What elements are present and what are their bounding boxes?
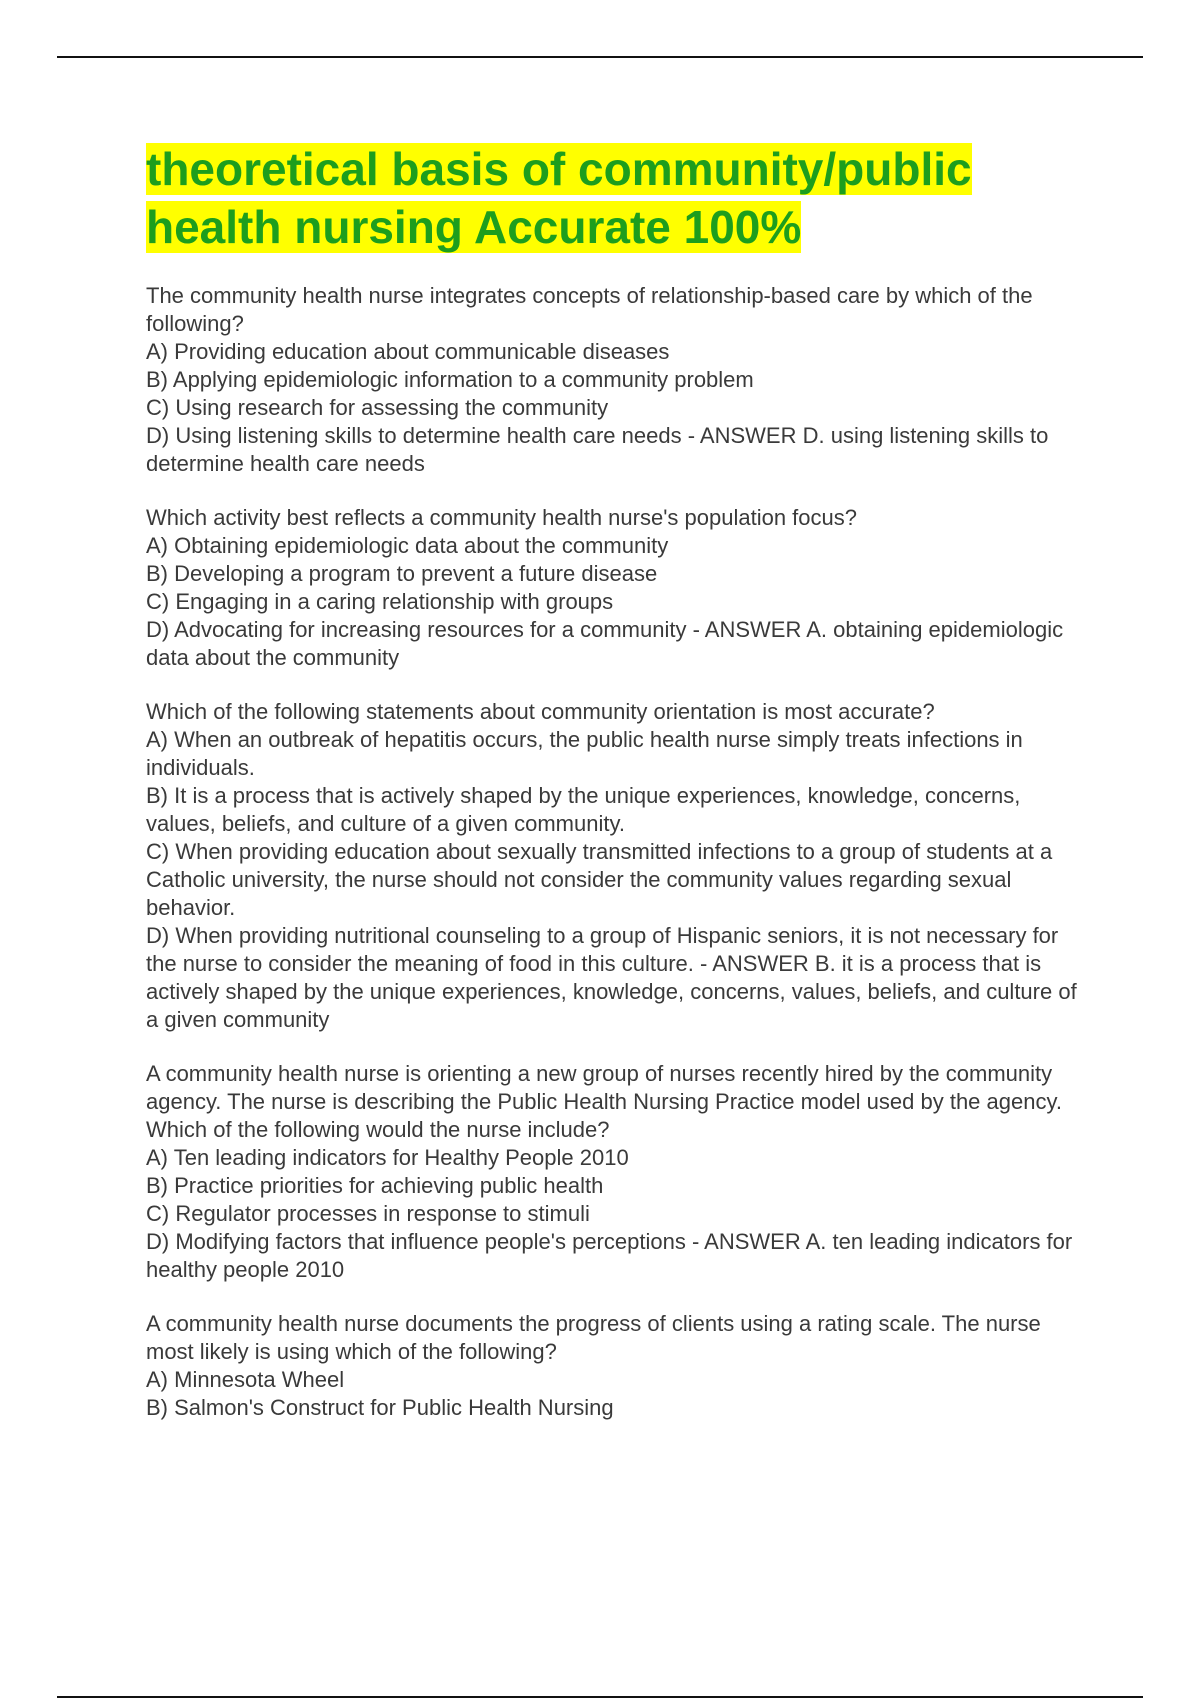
option-line: C) Engaging in a caring relationship with groups [146,589,614,614]
question-text: Which activity best reflects a community health nurse's population focus? [146,505,857,530]
option-line: C) Using research for assessing the community [146,395,609,420]
option-line: A) When an outbreak of hepatitis occurs, the public health nurse simply treats infections in individuals. [146,727,1023,780]
question-text: The community health nurse integrates concepts of relationship-based care by which of the following? [146,283,1033,336]
question-block-3 [146,698,1086,1034]
question-text: A community health nurse is orienting a new group of nurses recently hired by the community agency. The nurse is describing the Public Health Nursing Practice model used by the agency. Which of the following would the nurse include? [146,1061,1062,1142]
document-page [146,140,1086,1448]
question-text: Which of the following statements about community orientation is most accurate? [146,699,935,724]
option-line: B) Applying epidemiologic information to a community problem [146,367,754,392]
option-line: B) Salmon's Construct for Public Health Nursing [146,1395,614,1420]
option-line: B) It is a process that is actively shaped by the unique experiences, knowledge, concerns, values, beliefs, and culture of a given community. [146,783,1021,836]
option-line-with-answer: D) Modifying factors that influence people's perceptions - ANSWER A. ten leading indicators for healthy people 2010 [146,1229,1073,1282]
option-line: A) Providing education about communicable diseases [146,339,670,364]
option-line: A) Minnesota Wheel [146,1367,345,1392]
document-title [146,140,1086,256]
question-block-2 [146,504,1086,672]
option-line-with-answer: D) Advocating for increasing resources for a community - ANSWER A. obtaining epidemiologic data about the community [146,617,1064,670]
question-block-4 [146,1060,1086,1284]
option-line: C) When providing education about sexually transmitted infections to a group of students at a Catholic university, the nurse should not consider the community values regarding sexual behavior. [146,839,1053,920]
option-line-with-answer: D) Using listening skills to determine health care needs - ANSWER D. using listening skills to determine health care needs [146,423,1049,476]
option-line: A) Ten leading indicators for Healthy People 2010 [146,1145,629,1170]
option-line: B) Developing a program to prevent a future disease [146,561,658,586]
question-block-1 [146,282,1086,478]
option-line: C) Regulator processes in response to stimuli [146,1201,590,1226]
bottom-rule [57,1696,1143,1698]
highlighted-title-text: theoretical basis of community/public health nursing Accurate 100% [146,143,972,253]
option-line: B) Practice priorities for achieving public health [146,1173,604,1198]
question-text: A community health nurse documents the progress of clients using a rating scale. The nurse most likely is using which of the following? [146,1311,1041,1364]
option-line-with-answer: D) When providing nutritional counseling to a group of Hispanic seniors, it is not necessary for the nurse to consider the meaning of food in this culture. - ANSWER B. it is a process that is actively shaped by the unique experiences, knowledge, concerns, values, beliefs, and culture of a given community [146,923,1077,1032]
option-line: A) Obtaining epidemiologic data about the community [146,533,669,558]
question-block-5 [146,1310,1086,1422]
top-rule [57,56,1143,58]
